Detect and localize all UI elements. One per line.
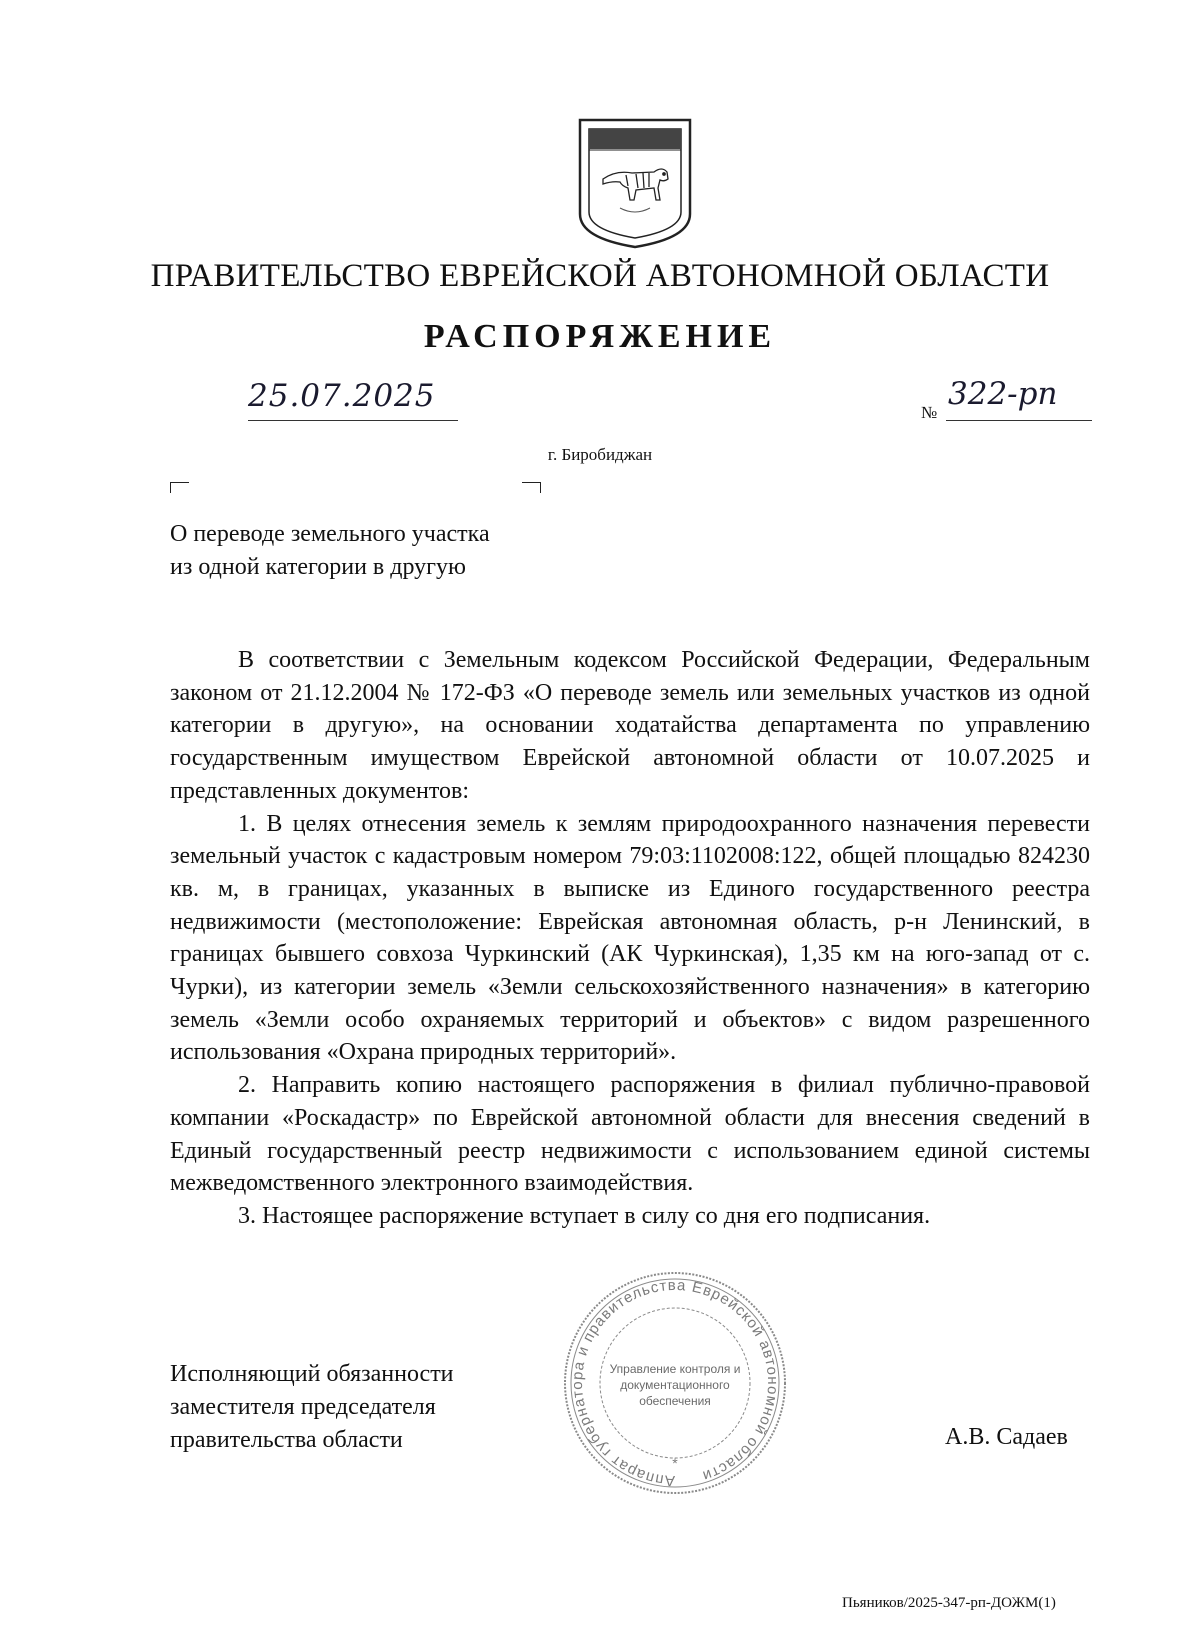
seal-star: * [672,1455,678,1471]
number-label: № [921,403,938,422]
item-1-paragraph: 1. В целях отнесения земель к землям природоохранного назначения перевести земельный участок с кадастровым номером 79:03:1102008:122, общей площадью 824230 кв. м, в границах, указанных в выписке из Единого государственного реестра недвижимости (местоположение: Еврейская автономная область, р-н Ленинский, в границах бывшего совхоза Чуркинский (АК Чуркинская), 1,35 км на юго-запад от с. Чурки), из категории земель «Земли сельскохозяйственного назначения» в категорию земель «Земли особо охраняемых территорий и объектов» с видом разрешенного использования «Охрана природных территорий». [170,810,1090,1066]
signatory-position-line-3: правительства области [170,1427,403,1453]
document-type: РАСПОРЯЖЕНИЕ [423,318,777,355]
handwritten-number: 322-рп [948,376,1058,412]
document-subject [170,518,490,584]
coat-of-arms-icon [576,116,694,250]
seal-inner-line-1: Управление контроля и [609,1362,741,1376]
official-seal-stamp [560,1268,790,1498]
footer-reference: Пьяников/2025-347-рп-ДОЖМ(1) [842,1595,1056,1611]
date-underline [248,420,458,421]
document-body [170,644,1090,1233]
handwritten-date: 25.07.2025 [248,378,436,414]
seal-inner-line-2: документационного [620,1378,730,1392]
subject-corner-right [522,482,541,493]
signatory-position-line-1: Исполняющий обязанности [170,1361,454,1387]
seal-inner-line-3: обеспечения [639,1394,711,1408]
number-underline [946,420,1092,421]
city: г. Биробиджан [547,445,653,464]
subject-corner-left [170,482,189,493]
subject-line-1: О переводе земельного участка [170,521,490,547]
item-3-paragraph: 3. Настоящее распоряжение вступает в силу со дня его подписания. [238,1202,931,1229]
signatory-position [170,1358,454,1457]
signatory-name: А.В. Садаев [945,1424,1068,1450]
preamble-paragraph: В соответствии с Земельным кодексом Российской Федерации, Федеральным законом от 21.12.2004 № 172-ФЗ «О переводе земель или земельных участков из одной категории в другую», на основании ходатайства департамента по управлению государственным имуществом Еврейской автономной области от 10.07.2025 и представленных документов: [170,647,1090,804]
item-2-paragraph: 2. Направить копию настоящего распоряжения в филиал публично-правовой компании «Роскадастр» по Еврейской автономной области для внесения сведений в Единый государственный реестр недвижимости с использованием единой системы межведомственного электронного взаимодействия. [170,1072,1090,1197]
seal-outer-text: Аппарат губернатора и правительства Еврейской автономной области [568,1276,782,1490]
government-title: ПРАВИТЕЛЬСТВО ЕВРЕЙСКОЙ АВТОНОМНОЙ ОБЛАСТИ [150,258,1050,294]
subject-line-2: из одной категории в другую [170,554,466,580]
signatory-position-line-2: заместителя председателя [170,1394,436,1420]
